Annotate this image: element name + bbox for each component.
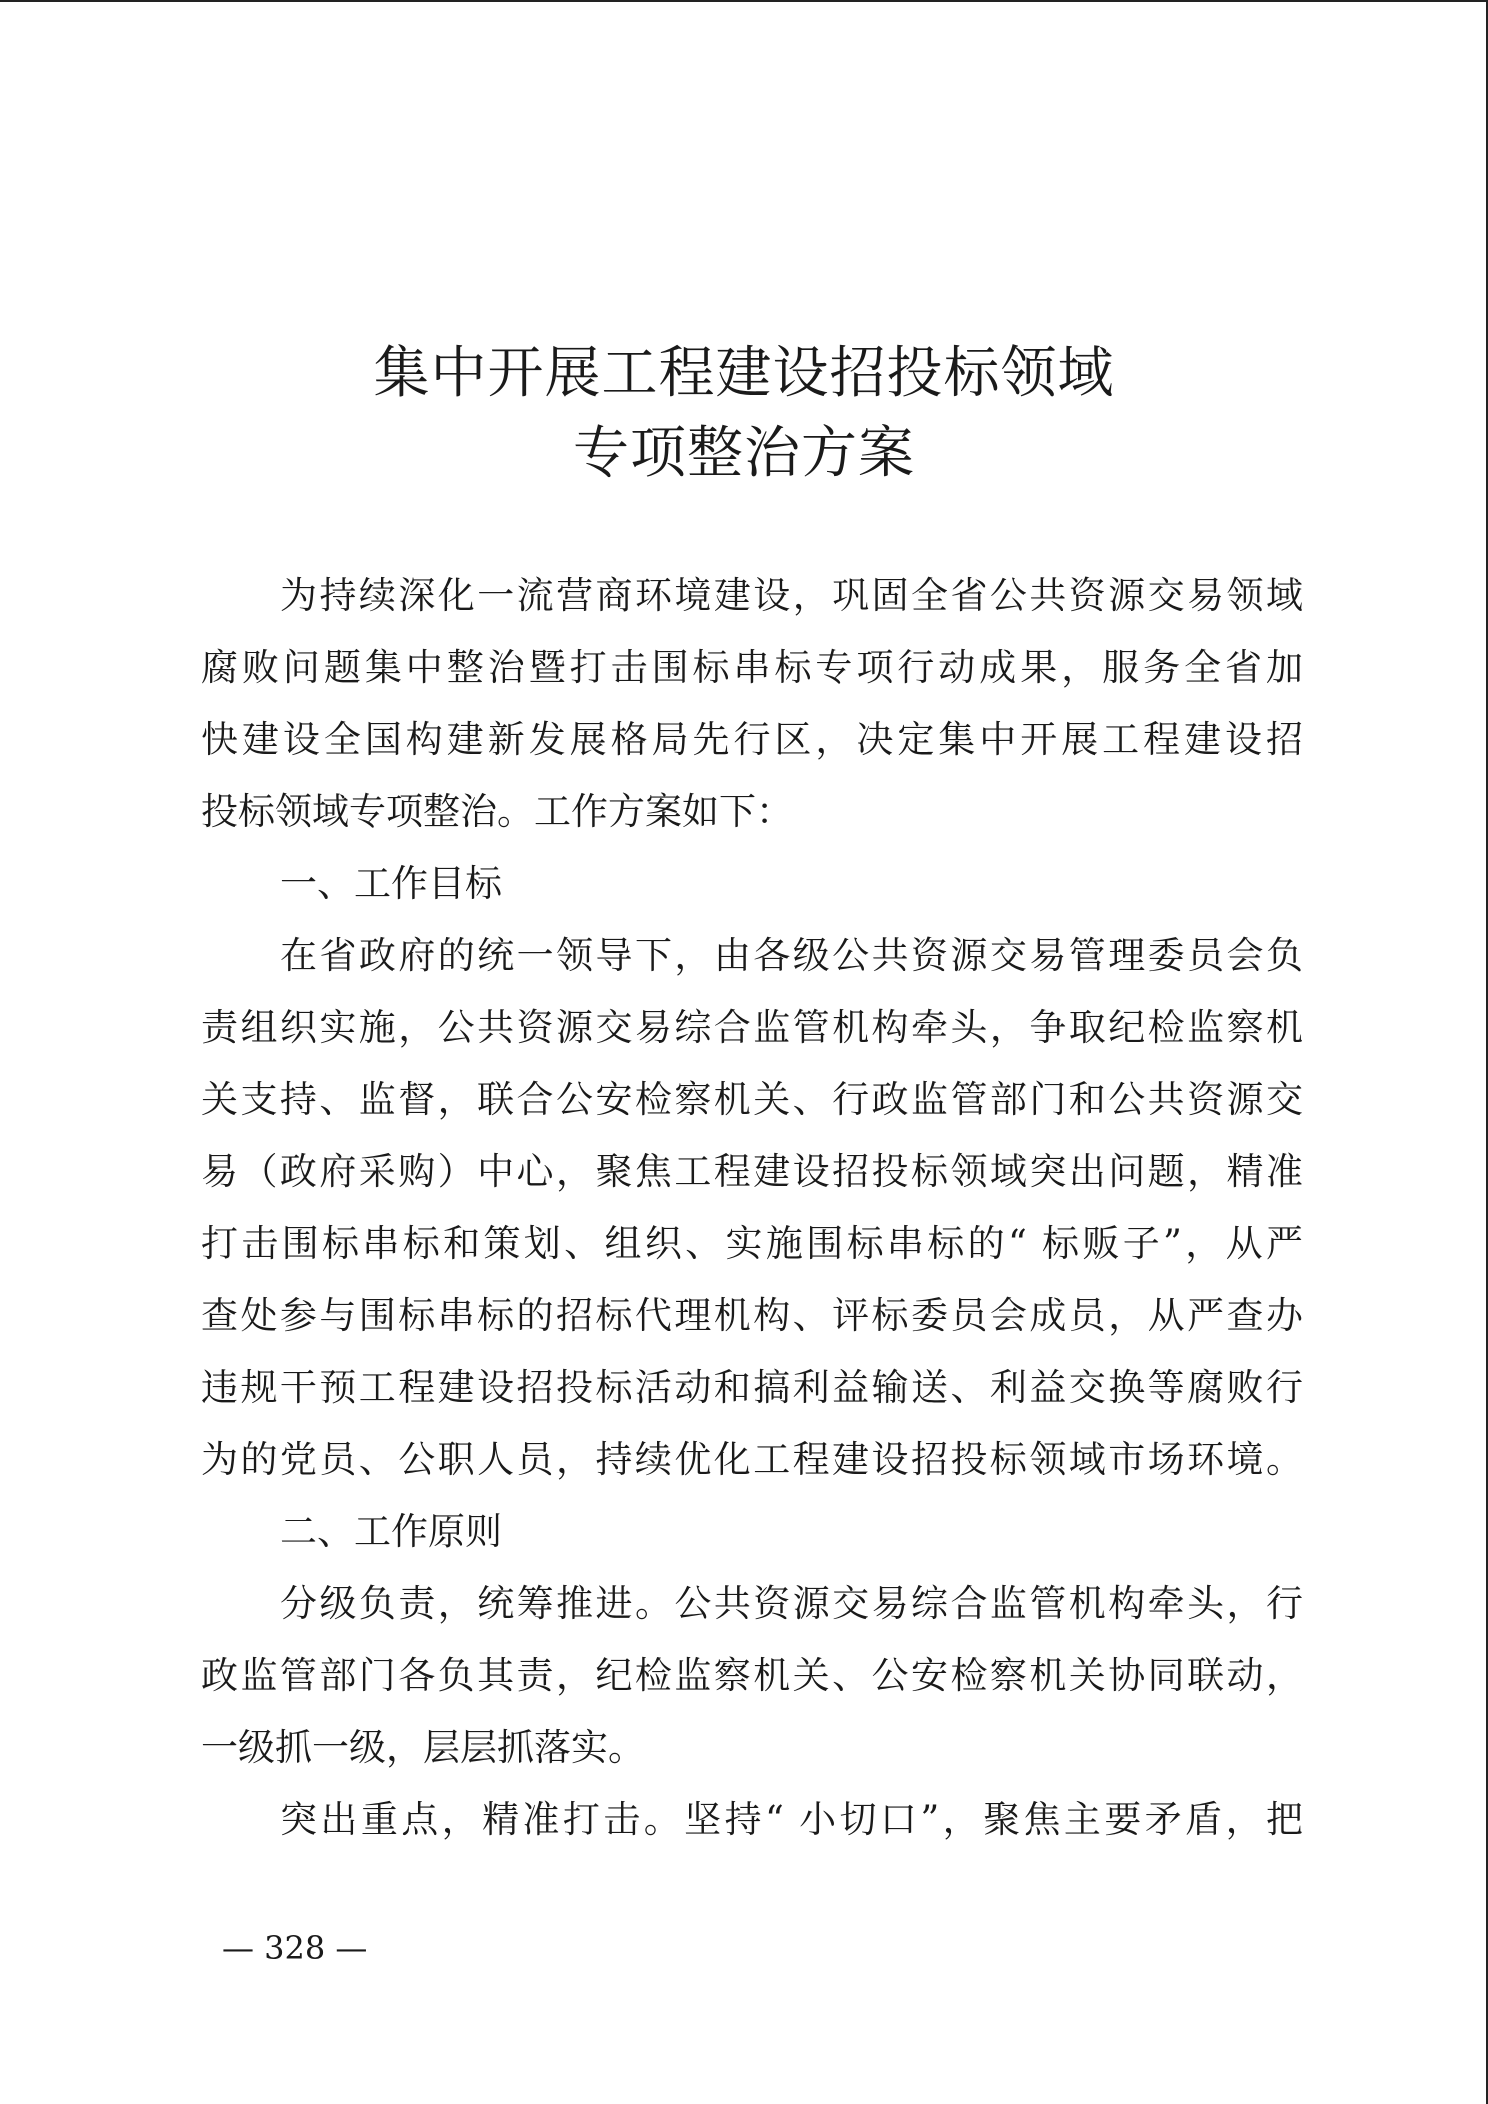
- page-number: — 328 —: [222, 1929, 368, 1967]
- paragraph-line: 一级抓一级，层层抓落实。: [201, 1726, 645, 1769]
- paragraph-line: 关支持、监督，联合公安检察机关、行政监管部门和公共资源交: [201, 1078, 1303, 1121]
- document-title-line-2: 专项整治方案: [573, 421, 915, 486]
- paragraph-line: 突出重点，精准打击。坚持“ 小切口”，聚焦主要矛盾，把: [280, 1798, 1303, 1841]
- section-heading: 一、工作目标: [280, 862, 502, 905]
- paragraph-line: 为持续深化一流营商环境建设，巩固全省公共资源交易领域: [280, 574, 1303, 617]
- paragraph-line: 快建设全国构建新发展格局先行区，决定集中开展工程建设招: [201, 718, 1303, 761]
- paragraph-line: 政监管部门各负其责，纪检监察机关、公安检察机关协同联动，: [201, 1654, 1303, 1697]
- paragraph-line: 查处参与围标串标的招标代理机构、评标委员会成员，从严查办: [201, 1294, 1303, 1337]
- paragraph-line: 分级负责，统筹推进。公共资源交易综合监管机构牵头，行: [280, 1582, 1303, 1625]
- paragraph-line: 投标领域专项整治。工作方案如下：: [201, 790, 793, 833]
- section-heading: 二、工作原则: [280, 1510, 502, 1553]
- paragraph-line: 在省政府的统一领导下，由各级公共资源交易管理委员会负: [280, 934, 1303, 977]
- paragraph-line: 责组织实施，公共资源交易综合监管机构牵头，争取纪检监察机: [201, 1006, 1303, 1049]
- paragraph-line: 违规干预工程建设招投标活动和搞利益输送、利益交换等腐败行: [201, 1366, 1303, 1409]
- paragraph-line: 为的党员、公职人员，持续优化工程建设招投标领域市场环境。: [201, 1438, 1303, 1481]
- document-title-line-1: 集中开展工程建设招投标领域: [373, 341, 1115, 406]
- paragraph-line: 打击围标串标和策划、组织、实施围标串标的“ 标贩子”，从严: [201, 1222, 1303, 1265]
- paragraph-line: 易（政府采购）中心，聚焦工程建设招投标领域突出问题，精准: [201, 1150, 1303, 1193]
- paragraph-line: 腐败问题集中整治暨打击围标串标专项行动成果，服务全省加: [201, 646, 1303, 689]
